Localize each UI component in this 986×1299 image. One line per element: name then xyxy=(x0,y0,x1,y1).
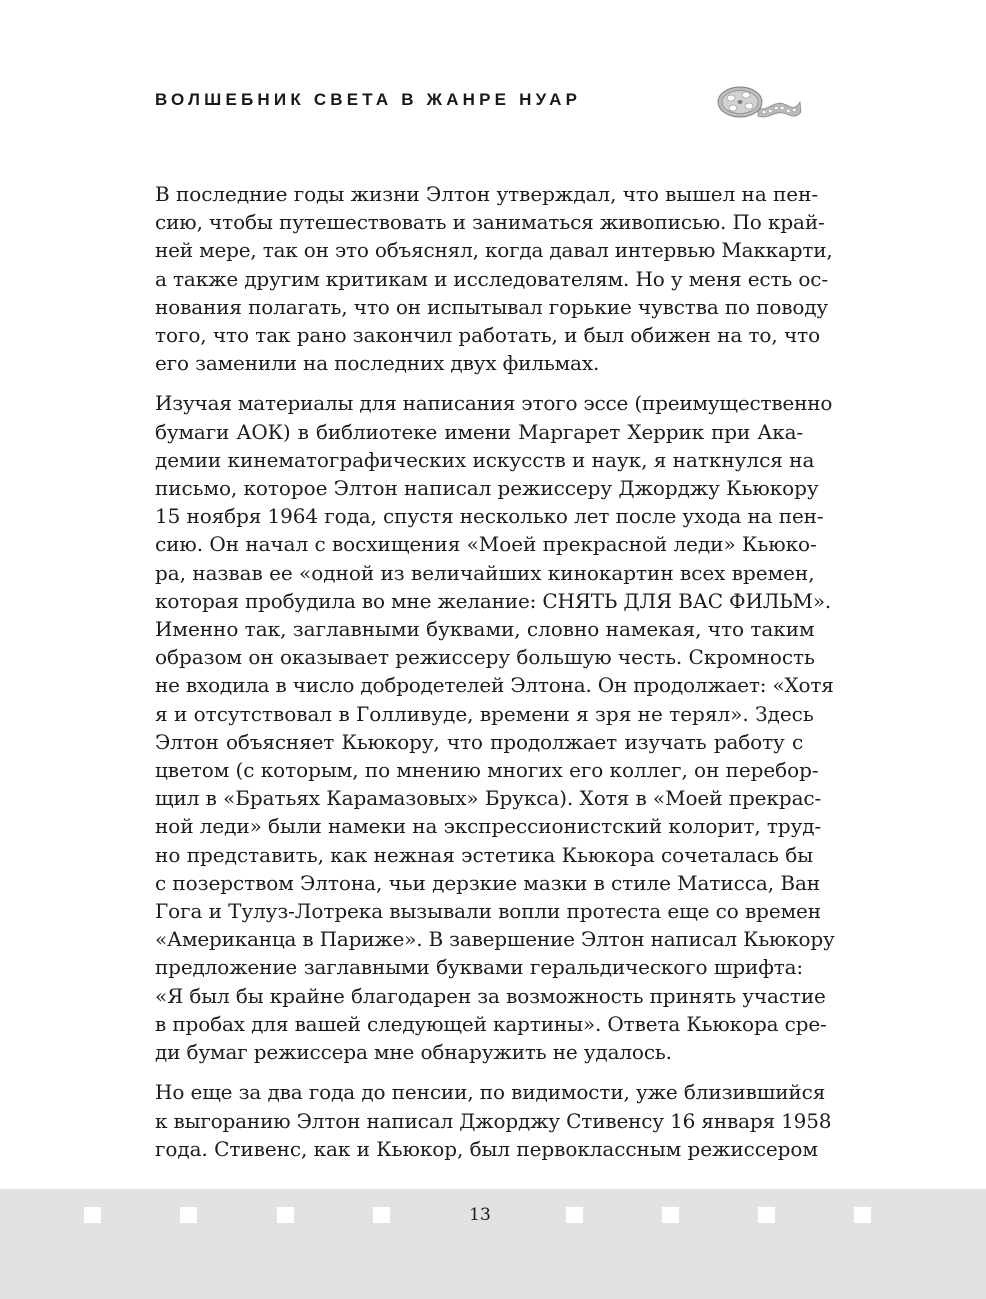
footer-square xyxy=(566,1207,583,1223)
text-line: «Я был бы крайне благодарен за возможность принять участие xyxy=(155,983,826,1008)
text-line: которая пробудила во мне желание: СНЯТЬ ДЛЯ ВАС ФИЛЬМ». xyxy=(155,588,832,613)
paragraph xyxy=(155,180,833,377)
page-number: 13 xyxy=(469,1205,491,1225)
text-line: Изучая материалы для написания этого эссе (преимущественно xyxy=(155,391,833,416)
text-line: года. Стивенс, как и Кьюкор, был первоклассным режиссером xyxy=(155,1136,818,1161)
film-reel-icon xyxy=(716,82,802,124)
text-line: цветом (с которым, по мнению многих его коллег, он перебор- xyxy=(155,758,819,783)
text-line: бумаги АОК) в библиотеке имени Маргарет Херрик при Ака- xyxy=(155,419,803,444)
footer-square xyxy=(854,1207,871,1223)
text-line: ной леди» были намеки на экспрессионистский колорит, труд- xyxy=(155,814,822,839)
text-line: но представить, как нежная эстетика Кьюкора сочеталась бы xyxy=(155,842,814,867)
footer-square xyxy=(758,1207,775,1223)
text-line: сию, чтобы путешествовать и заниматься живописью. По край- xyxy=(155,210,825,235)
text-line: Но еще за два года до пенсии, по видимости, уже близившийся xyxy=(155,1080,826,1105)
paragraph xyxy=(155,389,835,1066)
text-line: Гога и Тулуз-Лотрека вызывали вопли протеста еще со времен xyxy=(155,899,822,924)
paragraph xyxy=(155,1078,832,1163)
text-line: в пробах для вашей следующей картины». Ответа Кьюкора сре- xyxy=(155,1011,827,1036)
text-line: с позерством Элтона, чьи дерзкие мазки в стиле Матисса, Ван xyxy=(155,870,821,895)
footer-square xyxy=(662,1207,679,1223)
text-line: письмо, которое Элтон написал режиссеру Джорджу Кьюкору xyxy=(155,476,819,501)
text-line: сию. Он начал с восхищения «Моей прекрасной леди» Кьюко- xyxy=(155,532,817,557)
text-line: того, что так рано закончил работать, и был обижен на то, что xyxy=(155,323,821,348)
text-line: а также другим критикам и исследователям. Но у меня есть ос- xyxy=(155,266,828,291)
text-line: ра, назвав ее «одной из величайших кинокартин всех времен, xyxy=(155,560,815,585)
text-line: я и отсутствовал в Голливуде, времени я зря не терял». Здесь xyxy=(155,701,814,726)
footer-square xyxy=(180,1207,197,1223)
text-line: 15 ноября 1964 года, спустя несколько лет после ухода на пен- xyxy=(155,504,824,529)
text-line: демии кинематографических искусств и наук, я наткнулся на xyxy=(155,447,815,472)
text-line: ди бумаг режиссера мне обнаружить не удалось. xyxy=(155,1040,672,1065)
body-text xyxy=(155,180,835,1175)
text-line: предложение заглавными буквами геральдического шрифта: xyxy=(155,955,803,980)
text-line: В последние годы жизни Элтон утверждал, что вышел на пен- xyxy=(155,182,819,206)
text-line: не входила в число добродетелей Элтона. Он продолжает: «Хотя xyxy=(155,673,834,698)
text-line: «Американца в Париже». В завершение Элтон написал Кьюкору xyxy=(155,927,835,952)
text-line: нования полагать, что он испытывал горькие чувства по поводу xyxy=(155,294,829,319)
footer-square xyxy=(277,1207,294,1223)
text-line: его заменили на последних двух фильмах. xyxy=(155,351,600,376)
text-line: Именно так, заглавными буквами, словно намекая, что таким xyxy=(155,617,815,642)
text-line: образом он оказывает режиссеру большую честь. Скромность xyxy=(155,645,815,670)
text-line: к выгоранию Элтон написал Джорджу Стивенсу 16 января 1958 xyxy=(155,1108,832,1133)
footer-square xyxy=(84,1207,101,1223)
running-head-title: ВОЛШЕБНИК СВЕТА В ЖАНРЕ НУАР xyxy=(155,90,582,109)
text-line: ней мере, так он это объяснял, когда давал интервью Маккарти, xyxy=(155,238,833,263)
text-line: щил в «Братьях Карамазовых» Брукса). Хотя в «Моей прекрас- xyxy=(155,786,822,811)
footer-square xyxy=(373,1207,390,1223)
text-line: Элтон объясняет Кьюкору, что продолжает изучать работу с xyxy=(155,729,803,754)
